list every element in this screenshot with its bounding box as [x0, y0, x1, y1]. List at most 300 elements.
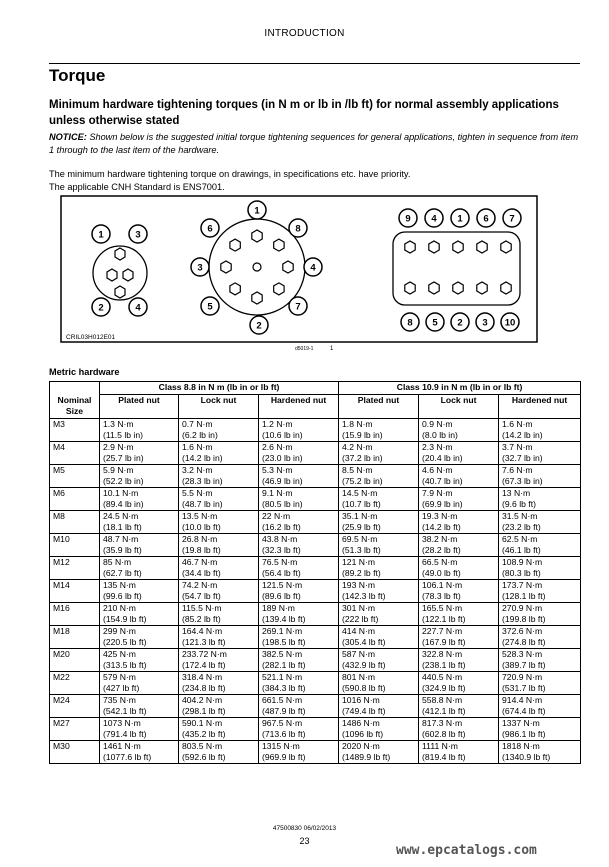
torque-metric: 85 N·m — [103, 557, 132, 567]
torque-cell — [179, 718, 259, 741]
torque-imperial: (412.1 lb ft) — [422, 706, 466, 716]
table-row — [50, 672, 581, 695]
sequence-number: 10 — [504, 317, 516, 329]
torque-cell — [100, 580, 179, 603]
torque-cell — [100, 741, 179, 764]
torque-metric: 322.8 N·m — [422, 649, 463, 659]
torque-imperial: (89.4 lb in) — [103, 499, 144, 509]
torque-cell — [179, 603, 259, 626]
sub-header: Hardened nut — [499, 395, 581, 419]
torque-imperial: (80.5 lb in) — [262, 499, 303, 509]
torque-imperial: (238.1 lb ft) — [422, 660, 466, 670]
torque-cell — [419, 557, 499, 580]
torque-imperial: (62.7 lb ft) — [103, 568, 142, 578]
torque-table — [49, 381, 581, 764]
torque-cell — [339, 672, 419, 695]
torque-cell — [339, 741, 419, 764]
torque-imperial: (234.8 lb ft) — [182, 683, 226, 693]
torque-imperial: (89.6 lb ft) — [262, 591, 301, 601]
torque-metric: 1461 N·m — [103, 741, 141, 751]
sequence-number: 6 — [483, 213, 489, 225]
torque-metric: 46.7 N·m — [182, 557, 218, 567]
size-cell: M14 — [50, 580, 100, 603]
notice-body: Shown below is the suggested initial torque tightening sequences for general applications, tighten in sequence from item 1 through to the last item of the hardware. — [49, 132, 579, 155]
torque-cell — [259, 442, 339, 465]
torque-metric: 121.5 N·m — [262, 580, 303, 590]
torque-imperial: (305.4 lb ft) — [342, 637, 386, 647]
torque-cell — [499, 695, 581, 718]
torque-metric: 4.2 N·m — [342, 442, 373, 452]
class-109-header: Class 10.9 in N m (lb in or lb ft) — [339, 382, 581, 395]
torque-imperial: (18.1 lb ft) — [103, 522, 142, 532]
torque-cell — [499, 488, 581, 511]
torque-imperial: (34.4 lb ft) — [182, 568, 221, 578]
torque-imperial: (969.9 lb ft) — [262, 752, 306, 762]
torque-cell — [100, 511, 179, 534]
torque-metric: 1.6 N·m — [502, 419, 533, 429]
torque-metric: 720.9 N·m — [502, 672, 543, 682]
torque-imperial: (298.1 lb ft) — [182, 706, 226, 716]
torque-metric: 19.3 N·m — [422, 511, 458, 521]
table-row — [50, 442, 581, 465]
torque-cell — [259, 580, 339, 603]
class-88-header: Class 8.8 in N m (lb in or lb ft) — [100, 382, 339, 395]
torque-metric: 2020 N·m — [342, 741, 380, 751]
size-cell: M18 — [50, 626, 100, 649]
torque-metric: 1.3 N·m — [103, 419, 134, 429]
torque-metric: 587 N·m — [342, 649, 375, 659]
torque-cell — [339, 626, 419, 649]
sequence-number: 8 — [295, 223, 301, 235]
torque-metric: 1.6 N·m — [182, 442, 213, 452]
torque-imperial: (10.0 lb ft) — [182, 522, 221, 532]
torque-cell — [339, 442, 419, 465]
torque-imperial: (128.1 lb ft) — [502, 591, 546, 601]
torque-imperial: (220.5 lb ft) — [103, 637, 147, 647]
torque-cell — [499, 442, 581, 465]
torque-imperial: (199.8 lb ft) — [502, 614, 546, 624]
sequence-number: 2 — [98, 302, 104, 314]
torque-imperial: (14.2 lb in) — [182, 453, 223, 463]
torque-metric: 13.5 N·m — [182, 511, 218, 521]
torque-metric: 48.7 N·m — [103, 534, 139, 544]
torque-metric: 5.5 N·m — [182, 488, 213, 498]
sub-header: Hardened nut — [259, 395, 339, 419]
torque-imperial: (749.4 lb ft) — [342, 706, 386, 716]
torque-metric: 803.5 N·m — [182, 741, 223, 751]
torque-cell — [179, 534, 259, 557]
torque-metric: 528.3 N·m — [502, 649, 543, 659]
torque-metric: 210 N·m — [103, 603, 136, 613]
torque-imperial: (49.0 lb ft) — [422, 568, 461, 578]
torque-imperial: (487.9 lb ft) — [262, 706, 306, 716]
torque-metric: 0.7 N·m — [182, 419, 213, 429]
torque-cell — [179, 626, 259, 649]
sequence-number: 2 — [256, 320, 262, 332]
paragraph-priority: The minimum hardware tightening torque on drawings, in specifications etc. have priority. — [49, 169, 411, 179]
torque-cell — [179, 649, 259, 672]
torque-imperial: (6.2 lb in) — [182, 430, 218, 440]
sequence-number: 1 — [98, 229, 104, 241]
torque-imperial: (20.4 lb in) — [422, 453, 463, 463]
torque-cell — [339, 580, 419, 603]
torque-metric: 1016 N·m — [342, 695, 380, 705]
metric-hardware-label: Metric hardware — [49, 367, 120, 377]
torque-imperial: (80.3 lb ft) — [502, 568, 541, 578]
torque-imperial: (602.8 lb ft) — [422, 729, 466, 739]
sequence-number: 3 — [197, 262, 203, 274]
header-rule — [49, 63, 580, 64]
torque-metric: 414 N·m — [342, 626, 375, 636]
torque-imperial: (89.2 lb ft) — [342, 568, 381, 578]
torque-imperial: (172.4 lb ft) — [182, 660, 226, 670]
torque-cell — [339, 534, 419, 557]
torque-metric: 0.9 N·m — [422, 419, 453, 429]
torque-imperial: (121.3 lb ft) — [182, 637, 226, 647]
torque-metric: 382.5 N·m — [262, 649, 303, 659]
table-body — [50, 419, 581, 764]
section-header: INTRODUCTION — [264, 28, 345, 39]
torque-metric: 38.2 N·m — [422, 534, 458, 544]
table-corner — [50, 382, 100, 395]
torque-imperial: (313.5 lb ft) — [103, 660, 147, 670]
torque-metric: 5.9 N·m — [103, 465, 134, 475]
torque-cell — [179, 672, 259, 695]
torque-imperial: (11.5 lb in) — [103, 430, 143, 440]
table-row — [50, 649, 581, 672]
size-cell: M22 — [50, 672, 100, 695]
torque-cell — [179, 488, 259, 511]
torque-imperial: (28.3 lb in) — [182, 476, 223, 486]
torque-metric: 76.5 N·m — [262, 557, 298, 567]
torque-cell — [259, 534, 339, 557]
torque-imperial: (142.3 lb ft) — [342, 591, 386, 601]
torque-imperial: (54.7 lb ft) — [182, 591, 221, 601]
torque-metric: 372.6 N·m — [502, 626, 543, 636]
torque-cell — [419, 695, 499, 718]
footer-doc-ref: 47500830 06/02/2013 — [272, 825, 337, 832]
sequence-number: 5 — [432, 317, 438, 329]
torque-cell — [179, 511, 259, 534]
torque-imperial: (222 lb ft) — [342, 614, 379, 624]
notice-label: NOTICE: — [49, 132, 87, 142]
figure-code: CRIL03H012E01 — [66, 334, 116, 341]
watermark: www.epcatalogs.com — [396, 843, 537, 858]
table-row — [50, 603, 581, 626]
torque-cell — [419, 488, 499, 511]
torque-metric: 13 N·m — [502, 488, 531, 498]
torque-metric: 1486 N·m — [342, 718, 380, 728]
torque-cell — [339, 603, 419, 626]
torque-cell — [259, 695, 339, 718]
torque-metric: 3.2 N·m — [182, 465, 213, 475]
sub-header: Lock nut — [179, 395, 259, 419]
figure-number: 1 — [330, 346, 334, 352]
torque-imperial: (435.2 lb ft) — [182, 729, 226, 739]
size-cell: M12 — [50, 557, 100, 580]
torque-imperial: (25.7 lb in) — [103, 453, 144, 463]
torque-imperial: (14.2 lb ft) — [422, 522, 461, 532]
torque-imperial: (531.7 lb ft) — [502, 683, 546, 693]
table-row — [50, 511, 581, 534]
torque-imperial: (139.4 lb ft) — [262, 614, 306, 624]
torque-metric: 69.5 N·m — [342, 534, 378, 544]
size-cell: M24 — [50, 695, 100, 718]
torque-metric: 233.72 N·m — [182, 649, 227, 659]
torque-cell — [179, 557, 259, 580]
page-title: Torque — [49, 66, 106, 85]
torque-cell — [499, 672, 581, 695]
torque-cell — [499, 419, 581, 442]
torque-metric: 301 N·m — [342, 603, 375, 613]
torque-metric: 35.1 N·m — [342, 511, 378, 521]
torque-cell — [100, 419, 179, 442]
torque-cell — [179, 741, 259, 764]
torque-imperial: (56.4 lb ft) — [262, 568, 301, 578]
torque-imperial: (674.4 lb ft) — [502, 706, 546, 716]
torque-cell — [179, 442, 259, 465]
torque-imperial: (75.2 lb in) — [342, 476, 383, 486]
torque-cell — [339, 488, 419, 511]
size-cell: M16 — [50, 603, 100, 626]
torque-metric: 270.9 N·m — [502, 603, 543, 613]
torque-imperial: (384.3 lb ft) — [262, 683, 306, 693]
torque-imperial: (1489.9 lb ft) — [342, 752, 391, 762]
torque-metric: 1111 N·m — [422, 741, 458, 751]
torque-cell — [499, 718, 581, 741]
torque-metric: 817.3 N·m — [422, 718, 463, 728]
torque-cell — [419, 419, 499, 442]
torque-cell — [339, 465, 419, 488]
torque-imperial: (282.1 lb ft) — [262, 660, 306, 670]
torque-imperial: (713.6 lb ft) — [262, 729, 306, 739]
torque-cell — [419, 741, 499, 764]
page-subtitle: Minimum hardware tightening torques (in N m or lb in /lb ft) for normal assembly applications unless otherwise stated — [49, 99, 559, 127]
torque-cell — [259, 672, 339, 695]
size-cell: M8 — [50, 511, 100, 534]
torque-imperial: (28.2 lb ft) — [422, 545, 461, 555]
torque-cell — [100, 488, 179, 511]
torque-imperial: (8.0 lb in) — [422, 430, 458, 440]
torque-metric: 22 N·m — [262, 511, 291, 521]
torque-metric: 108.9 N·m — [502, 557, 543, 567]
torque-imperial: (25.9 lb ft) — [342, 522, 381, 532]
torque-cell — [259, 626, 339, 649]
torque-metric: 106.1 N·m — [422, 580, 463, 590]
torque-cell — [499, 465, 581, 488]
sequence-number: 8 — [407, 317, 413, 329]
figure-ref: d5019-1 — [295, 346, 314, 352]
torque-imperial: (122.1 lb ft) — [422, 614, 466, 624]
torque-imperial: (198.5 lb ft) — [262, 637, 306, 647]
torque-cell — [339, 511, 419, 534]
torque-imperial: (167.9 lb ft) — [422, 637, 466, 647]
torque-cell — [339, 419, 419, 442]
torque-imperial: (542.1 lb ft) — [103, 706, 147, 716]
torque-metric: 579 N·m — [103, 672, 136, 682]
size-cell: M27 — [50, 718, 100, 741]
torque-cell — [100, 695, 179, 718]
torque-cell — [100, 718, 179, 741]
torque-metric: 299 N·m — [103, 626, 136, 636]
torque-metric: 2.6 N·m — [262, 442, 293, 452]
torque-cell — [100, 672, 179, 695]
torque-metric: 661.5 N·m — [262, 695, 303, 705]
torque-imperial: (791.4 lb ft) — [103, 729, 147, 739]
torque-cell — [419, 718, 499, 741]
torque-metric: 14.5 N·m — [342, 488, 378, 498]
torque-cell — [179, 465, 259, 488]
size-header: Nominal Size — [50, 395, 100, 419]
torque-metric: 189 N·m — [262, 603, 295, 613]
torque-cell — [499, 741, 581, 764]
sub-header: Plated nut — [339, 395, 419, 419]
sub-header: Plated nut — [100, 395, 179, 419]
torque-metric: 558.8 N·m — [422, 695, 463, 705]
torque-cell — [339, 718, 419, 741]
torque-cell — [179, 695, 259, 718]
torque-imperial: (37.2 lb in) — [342, 453, 383, 463]
torque-imperial: (19.8 lb ft) — [182, 545, 221, 555]
sequence-number: 5 — [207, 301, 213, 313]
table-row — [50, 741, 581, 764]
torque-imperial: (40.7 lb in) — [422, 476, 463, 486]
table-row — [50, 419, 581, 442]
torque-metric: 164.4 N·m — [182, 626, 223, 636]
torque-imperial: (1096 lb ft) — [342, 729, 384, 739]
torque-cell — [259, 741, 339, 764]
torque-imperial: (67.3 lb in) — [502, 476, 543, 486]
torque-imperial: (324.9 lb ft) — [422, 683, 466, 693]
torque-cell — [179, 580, 259, 603]
table-row — [50, 718, 581, 741]
torque-metric: 43.8 N·m — [262, 534, 298, 544]
torque-metric: 9.1 N·m — [262, 488, 293, 498]
size-cell: M3 — [50, 419, 100, 442]
torque-imperial: (85.2 lb ft) — [182, 614, 221, 624]
sequence-number: 7 — [295, 301, 301, 313]
torque-metric: 74.2 N·m — [182, 580, 218, 590]
torque-cell — [499, 534, 581, 557]
torque-metric: 26.8 N·m — [182, 534, 218, 544]
torque-imperial: (154.9 lb ft) — [103, 614, 147, 624]
torque-imperial: (14.2 lb in) — [502, 430, 543, 440]
size-cell: M6 — [50, 488, 100, 511]
torque-cell — [419, 511, 499, 534]
torque-cell — [339, 695, 419, 718]
table-row — [50, 488, 581, 511]
size-cell: M5 — [50, 465, 100, 488]
torque-metric: 5.3 N·m — [262, 465, 293, 475]
torque-metric: 269.1 N·m — [262, 626, 303, 636]
torque-metric: 3.7 N·m — [502, 442, 533, 452]
torque-metric: 227.7 N·m — [422, 626, 463, 636]
torque-metric: 7.9 N·m — [422, 488, 453, 498]
table-row — [50, 557, 581, 580]
torque-cell — [499, 557, 581, 580]
torque-cell — [100, 603, 179, 626]
torque-cell — [419, 603, 499, 626]
torque-cell — [419, 465, 499, 488]
torque-imperial: (389.7 lb ft) — [502, 660, 546, 670]
sequence-number: 4 — [431, 213, 437, 225]
sequence-number: 2 — [457, 317, 463, 329]
torque-metric: 62.5 N·m — [502, 534, 538, 544]
torque-cell — [339, 649, 419, 672]
torque-imperial: (51.3 lb ft) — [342, 545, 381, 555]
torque-metric: 801 N·m — [342, 672, 375, 682]
torque-metric: 440.5 N·m — [422, 672, 463, 682]
torque-metric: 1073 N·m — [103, 718, 141, 728]
torque-imperial: (23.2 lb ft) — [502, 522, 541, 532]
torque-imperial: (46.9 lb in) — [262, 476, 303, 486]
torque-cell — [259, 419, 339, 442]
torque-cell — [419, 672, 499, 695]
torque-cell — [499, 511, 581, 534]
torque-metric: 8.5 N·m — [342, 465, 373, 475]
torque-imperial: (427 lb ft) — [103, 683, 140, 693]
sequence-number: 4 — [310, 262, 316, 274]
torque-metric: 10.1 N·m — [103, 488, 139, 498]
torque-cell — [100, 557, 179, 580]
torque-cell — [419, 442, 499, 465]
torque-metric: 425 N·m — [103, 649, 136, 659]
torque-metric: 121 N·m — [342, 557, 375, 567]
torque-imperial: (32.7 lb in) — [502, 453, 543, 463]
torque-imperial: (69.9 lb in) — [422, 499, 463, 509]
torque-metric: 2.3 N·m — [422, 442, 453, 452]
torque-cell — [339, 557, 419, 580]
torque-imperial: (35.9 lb ft) — [103, 545, 142, 555]
size-cell: M30 — [50, 741, 100, 764]
page-number: 23 — [299, 836, 310, 846]
torque-imperial: (78.3 lb ft) — [422, 591, 461, 601]
torque-metric: 24.5 N·m — [103, 511, 139, 521]
torque-metric: 66.5 N·m — [422, 557, 458, 567]
torque-imperial: (274.8 lb ft) — [502, 637, 546, 647]
tightening-sequence-diagram — [60, 195, 538, 343]
torque-imperial: (99.6 lb ft) — [103, 591, 142, 601]
torque-cell — [259, 603, 339, 626]
torque-imperial: (9.6 lb ft) — [502, 499, 536, 509]
torque-imperial: (48.7 lb in) — [182, 499, 223, 509]
torque-metric: 735 N·m — [103, 695, 136, 705]
torque-cell — [259, 488, 339, 511]
torque-cell — [100, 465, 179, 488]
torque-metric: 318.4 N·m — [182, 672, 223, 682]
torque-cell — [419, 534, 499, 557]
torque-imperial: (32.3 lb ft) — [262, 545, 301, 555]
torque-cell — [179, 419, 259, 442]
torque-imperial: (592.6 lb ft) — [182, 752, 226, 762]
torque-cell — [259, 557, 339, 580]
torque-metric: 590.1 N·m — [182, 718, 223, 728]
notice-text — [49, 131, 581, 157]
torque-cell — [100, 442, 179, 465]
torque-cell — [419, 626, 499, 649]
torque-metric: 1337 N·m — [502, 718, 540, 728]
torque-metric: 7.6 N·m — [502, 465, 533, 475]
torque-metric: 31.5 N·m — [502, 511, 538, 521]
torque-imperial: (52.2 lb in) — [103, 476, 144, 486]
table-row — [50, 626, 581, 649]
sequence-number: 3 — [482, 317, 488, 329]
torque-cell — [419, 580, 499, 603]
torque-metric: 1315 N·m — [262, 741, 300, 751]
sequence-number: 3 — [135, 229, 141, 241]
torque-cell — [100, 534, 179, 557]
table-row — [50, 695, 581, 718]
